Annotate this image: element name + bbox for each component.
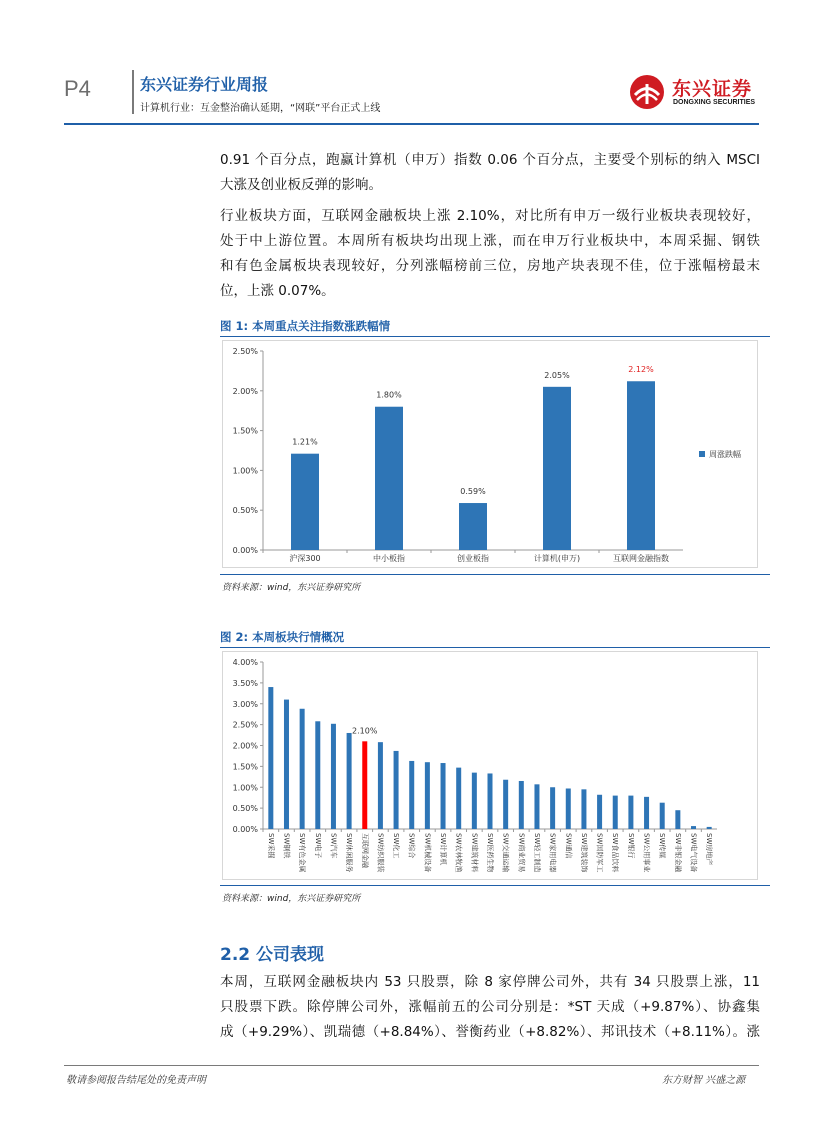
bar xyxy=(543,387,571,550)
x-tick-label: SW采掘 xyxy=(266,833,275,859)
text-line: 本周，互联网金融板块内 53 只股票，除 8 家停牌公司外，共有 34 只股票上涨，11 xyxy=(220,974,760,990)
page-number: P4 xyxy=(64,76,91,101)
y-tick-label: 0.00% xyxy=(232,546,258,555)
bar xyxy=(331,724,336,829)
bar xyxy=(628,796,633,829)
x-tick-label: SW汽车 xyxy=(329,833,338,859)
brand-logo xyxy=(628,73,760,111)
bar xyxy=(378,742,383,829)
text-line: 只股票下跌。除停牌公司外，涨幅前五的公司分别是：*ST 天成（+9.87%）、协鑫集 xyxy=(220,999,760,1015)
text-line: 大涨及创业板反弹的影响。 xyxy=(220,177,382,193)
bar xyxy=(613,796,618,829)
bar xyxy=(627,381,655,550)
bar xyxy=(691,826,696,829)
data-label: 0.59% xyxy=(460,487,486,497)
figure-2-source: 资料来源：wind，东兴证券研究所 xyxy=(222,894,361,904)
logo-cn-text: 东兴证券 xyxy=(672,78,753,100)
figure-1-bottom-rule xyxy=(220,574,770,575)
figure-1-title: 图 1: 本周重点关注指数涨跌幅情 xyxy=(220,319,391,333)
bar xyxy=(291,454,319,550)
bar xyxy=(300,709,305,829)
bar xyxy=(660,803,665,829)
bar xyxy=(503,780,508,829)
footer-slogan: 东方财智 兴盛之源 xyxy=(662,1075,746,1086)
text-line: 行业板块方面，互联网金融板块上涨 2.10%，对比所有申万一级行业板块表现较好， xyxy=(220,208,760,224)
x-tick-label: SW建筑装饰 xyxy=(579,833,588,873)
bar xyxy=(519,781,524,829)
header-rule xyxy=(64,123,759,125)
bar xyxy=(347,733,352,829)
paragraph-3 xyxy=(220,970,760,1045)
y-tick-label: 4.00% xyxy=(232,658,258,667)
figure-1-source: 资料来源：wind，东兴证券研究所 xyxy=(222,583,361,593)
x-tick-label: SW家用电器 xyxy=(548,833,557,873)
x-tick-label: SW轻工制造 xyxy=(532,833,541,873)
y-tick-label: 1.00% xyxy=(232,466,258,476)
x-tick-label: SW交通运输 xyxy=(501,833,510,873)
bar xyxy=(581,789,586,829)
figure-1-top-rule xyxy=(220,336,770,337)
bar xyxy=(394,751,399,829)
bar xyxy=(456,768,461,829)
bar xyxy=(375,407,403,550)
x-tick-label: SW医药生物 xyxy=(486,833,494,873)
header-divider xyxy=(132,70,134,114)
bar xyxy=(284,700,289,829)
bar xyxy=(566,789,571,829)
logo-en-text: DONGXING SECURITIES xyxy=(673,99,756,106)
x-tick-label: SW国防军工 xyxy=(595,833,604,873)
x-tick-label: SW有色金属 xyxy=(298,833,307,873)
x-tick-label: 互联网金融 xyxy=(360,833,369,868)
x-tick-label: SW传媒 xyxy=(658,833,667,859)
x-tick-label: 中小板指 xyxy=(373,554,405,563)
figure-2-top-rule xyxy=(220,647,770,648)
bar xyxy=(472,773,477,829)
x-tick-label: 互联网金融指数 xyxy=(613,554,669,563)
x-tick-label: SW钢铁 xyxy=(282,833,291,859)
x-tick-label: SW电子 xyxy=(313,833,322,859)
x-tick-label: SW计算机 xyxy=(439,833,448,866)
bar xyxy=(425,762,430,829)
x-tick-label: 计算机(申万) xyxy=(533,554,581,563)
data-label: 2.10% xyxy=(352,726,378,736)
y-tick-label: 2.50% xyxy=(232,720,258,730)
bar xyxy=(675,810,680,829)
y-tick-label: 3.00% xyxy=(232,699,258,709)
x-tick-label: SW电气设备 xyxy=(689,833,698,873)
x-tick-label: SW机械设备 xyxy=(423,833,432,873)
bar xyxy=(459,503,487,550)
x-tick-label: SW建筑材料 xyxy=(470,833,479,873)
bar xyxy=(644,797,649,829)
y-tick-label: 1.50% xyxy=(232,426,258,436)
bar xyxy=(315,721,320,829)
figure-2-title: 图 2: 本周板块行情概况 xyxy=(220,630,345,644)
report-subtitle: 计算机行业：互金整治确认延期，“网联”平台正式上线 xyxy=(140,103,381,114)
y-tick-label: 2.00% xyxy=(232,741,258,751)
legend-label: 周涨跌幅 xyxy=(709,450,741,459)
x-tick-label: SW公用事业 xyxy=(642,833,651,873)
index-change-chart xyxy=(223,341,757,567)
x-tick-label: SW化工 xyxy=(392,833,401,859)
bar xyxy=(534,784,539,829)
y-tick-label: 3.50% xyxy=(232,678,258,688)
x-tick-label: SW农林牧渔 xyxy=(454,833,463,873)
text-line: 成（+9.29%）、凯瑞德（+8.84%）、誉衡药业（+8.82%）、邦讯技术（+8.11%）。涨 xyxy=(220,1024,760,1040)
figure-2-bottom-rule xyxy=(220,885,770,886)
data-label: 2.05% xyxy=(544,370,570,380)
paragraph-1 xyxy=(220,148,760,198)
section-heading: 2.2 公司表现 xyxy=(220,945,325,965)
footer-rule xyxy=(64,1065,759,1066)
x-tick-label: SW休闲服务 xyxy=(345,833,354,873)
y-tick-label: 0.50% xyxy=(232,804,258,814)
bar xyxy=(550,787,555,829)
x-tick-label: SW商业贸易 xyxy=(517,833,526,873)
data-label: 1.21% xyxy=(292,437,318,447)
footer-disclaimer: 敬请参阅报告结尾处的免责声明 xyxy=(66,1075,206,1086)
y-tick-label: 1.00% xyxy=(232,783,258,793)
y-tick-label: 2.00% xyxy=(232,386,258,396)
y-tick-label: 2.50% xyxy=(232,347,258,356)
y-tick-label: 0.50% xyxy=(232,506,258,516)
figure-2-chart xyxy=(222,651,758,880)
x-tick-label: 沪深300 xyxy=(289,554,321,563)
bar xyxy=(488,773,493,829)
legend-swatch xyxy=(699,451,705,457)
y-tick-label: 0.00% xyxy=(232,825,258,834)
bar xyxy=(362,741,367,829)
text-line: 和有色金属板块表现较好，分列涨幅榜前三位，房地产块表现不佳，位于涨幅榜最末 xyxy=(220,258,760,274)
figure-1-chart xyxy=(222,340,758,568)
x-tick-label: SW银行 xyxy=(626,833,635,859)
report-title: 东兴证券行业周报 xyxy=(140,75,269,94)
x-tick-label: SW通信 xyxy=(564,833,573,859)
sector-performance-chart xyxy=(223,652,757,879)
bar xyxy=(441,763,446,829)
logo-mark-icon xyxy=(628,73,666,111)
x-tick-label: 创业板指 xyxy=(457,554,489,563)
text-line: 处于中上游位置。本周所有板块均出现上涨，而在申万行业板块中，本周采掘、钢铁 xyxy=(220,233,760,249)
text-line: 位，上涨 0.07%。 xyxy=(220,283,335,299)
bar xyxy=(268,687,273,829)
x-tick-label: SW房地产 xyxy=(705,833,714,866)
x-tick-label: SW非银金融 xyxy=(673,833,682,873)
paragraph-2 xyxy=(220,204,760,304)
bar xyxy=(409,761,414,829)
x-tick-label: SW综合 xyxy=(407,833,416,859)
bar xyxy=(597,795,602,829)
x-tick-label: SW食品饮料 xyxy=(611,833,620,873)
data-label: 1.80% xyxy=(376,390,402,400)
bar xyxy=(707,827,712,829)
y-tick-label: 1.50% xyxy=(232,762,258,772)
x-tick-label: SW纺织服装 xyxy=(376,833,385,873)
text-line: 0.91 个百分点，跑赢计算机（申万）指数 0.06 个百分点，主要受个别标的纳入 MSCI xyxy=(220,152,760,168)
data-label: 2.12% xyxy=(628,365,654,375)
